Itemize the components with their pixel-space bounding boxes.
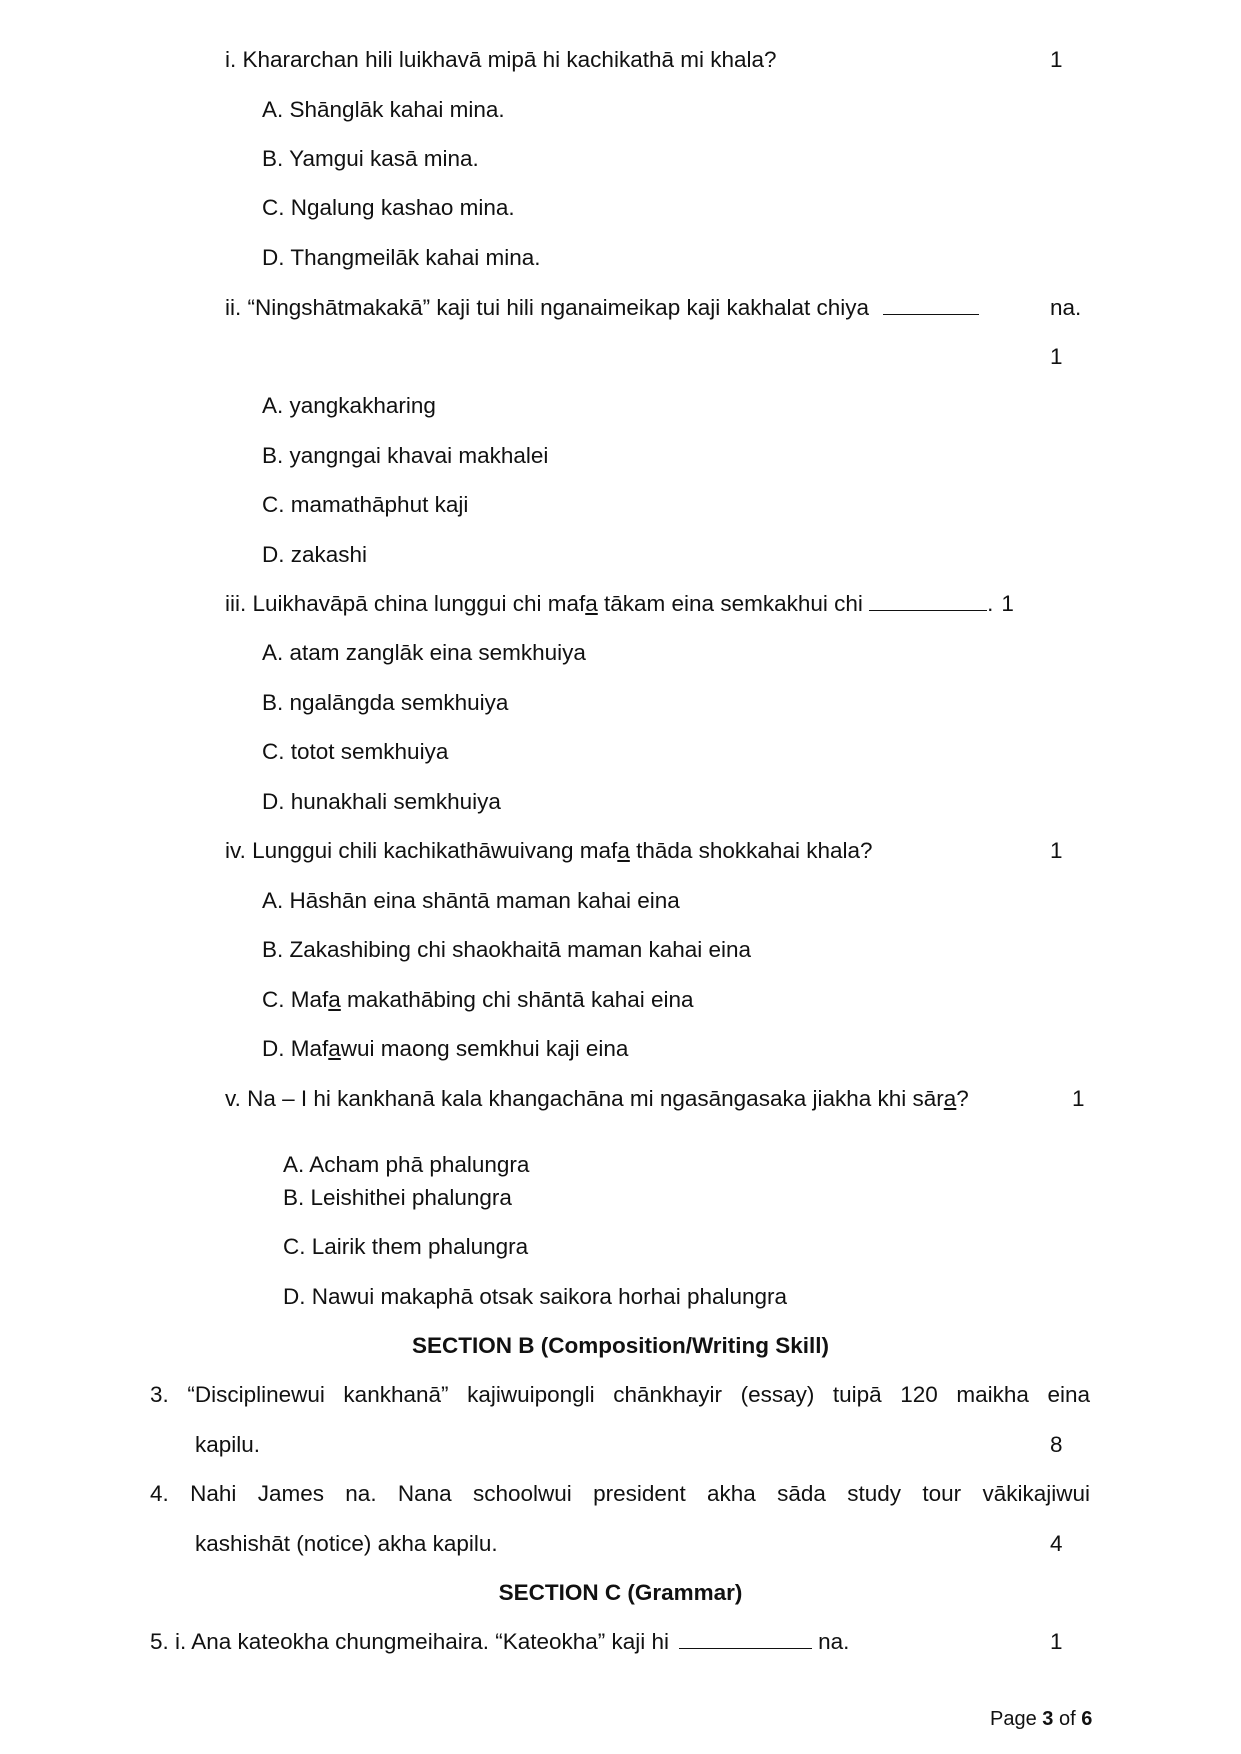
total-pages: 6 [1081, 1708, 1093, 1730]
question-ii-text: ii. “Ningshātmakakā” kaji tui hili nganaimeikap kaji kakhalat chiya [225, 295, 870, 320]
page-of-label: of [1053, 1708, 1082, 1730]
q-i-option-b: B. Yamgui kasā mina. [262, 146, 479, 171]
question-v-text-end: ? [956, 1086, 969, 1111]
answer-blank [883, 296, 979, 315]
q-iii-option-d: D. hunakhali semkhuiya [262, 789, 501, 814]
option-c-text-end: makathābing chi shāntā kahai eina [340, 987, 694, 1012]
q-v-option-b: B. Leishithei phalungra [283, 1185, 512, 1210]
q-ii-option-a: A. yangkakharing [262, 393, 436, 418]
question-5-suffix: na. [818, 1629, 850, 1654]
question-i: i. Khararchan hili luikhavā mipā hi kachikathā mi khala? [225, 47, 777, 72]
question-iv-text: iv. Lunggui chili kachikathāwuivang maf [225, 838, 618, 863]
option-c-text: C. Maf [262, 987, 329, 1012]
page-number [990, 1705, 1092, 1733]
question-i-mark: 1 [1050, 47, 1063, 72]
question-ii-suffix: na. [1050, 295, 1082, 320]
question-v [225, 1084, 969, 1114]
question-iii-text: iii. Luikhavāpā china lunggui chi maf [225, 591, 586, 616]
question-iv [225, 836, 873, 866]
option-d-text: D. Maf [262, 1036, 329, 1061]
question-iii-mark: 1 [1001, 591, 1014, 616]
q-i-option-d: D. Thangmeilāk kahai mina. [262, 245, 541, 270]
q-iii-option-a: A. atam zanglāk eina semkhuiya [262, 640, 586, 665]
underlined-letter: a [585, 591, 598, 616]
q-i-option-c: C. Ngalung kashao mina. [262, 195, 515, 220]
question-v-text: v. Na – I hi kankhanā kala khangachāna mi ngasāngasaka jiakha khi sār [225, 1086, 944, 1111]
question-iv-text-end: thāda shokkahai khala? [629, 838, 873, 863]
question-3-line-1: 3. “Disciplinewui kankhanā” kajiwuipongli chānkhayir (essay) tuipā 120 maikha eina [150, 1382, 1090, 1407]
question-iv-mark: 1 [1050, 838, 1063, 863]
q-iv-option-b: B. Zakashibing chi shaokhaitā maman kahai eina [262, 937, 752, 962]
q-ii-option-c: C. mamathāphut kaji [262, 492, 469, 517]
underlined-letter: a [943, 1086, 957, 1111]
question-ii [225, 293, 979, 323]
question-5-text: 5. i. Ana kateokha chungmeihaira. “Kateokha” kaji hi [150, 1629, 670, 1654]
q-iii-option-c: C. totot semkhuiya [262, 739, 449, 764]
question-iii-suffix: . [987, 591, 994, 616]
q-v-option-a: A. Acham phā phalungra [283, 1152, 530, 1177]
q-ii-option-b: B. yangngai khavai makhalei [262, 443, 549, 468]
underlined-letter: a [328, 1036, 341, 1061]
question-iii-text-mid: tākam eina semkakhui chi [597, 591, 870, 616]
question-4-line-1: 4. Nahi James na. Nana schoolwui president akha sāda study tour vākikajiwui [150, 1481, 1090, 1506]
question-v-mark: 1 [1072, 1086, 1085, 1111]
underlined-letter: a [328, 987, 341, 1012]
q-iv-option-c [262, 985, 694, 1015]
page-label: Page [990, 1708, 1043, 1730]
underlined-letter: a [617, 838, 630, 863]
option-d-text-end: wui maong semkhui kaji eina [340, 1036, 629, 1061]
q-iv-option-a: A. Hāshān eina shāntā maman kahai eina [262, 888, 680, 913]
question-iii [225, 589, 1014, 619]
question-3-line-2: kapilu. [195, 1432, 261, 1457]
question-4-line-2: kashishāt (notice) akha kapilu. [195, 1531, 498, 1556]
q-ii-option-d: D. zakashi [262, 542, 368, 567]
q-iv-option-d [262, 1034, 628, 1064]
question-3-mark: 8 [1050, 1432, 1063, 1457]
answer-blank [869, 592, 987, 611]
q-i-option-a: A. Shānglāk kahai mina. [262, 97, 505, 122]
q-v-option-d: D. Nawui makaphā otsak saikora horhai phalungra [283, 1284, 788, 1309]
current-page: 3 [1042, 1708, 1054, 1730]
q-v-option-c: C. Lairik them phalungra [283, 1234, 529, 1259]
answer-blank [679, 1630, 812, 1649]
q-iii-option-b: B. ngalāngda semkhuiya [262, 690, 509, 715]
question-4-mark: 4 [1050, 1531, 1063, 1556]
section-c-heading: SECTION C (Grammar) [498, 1580, 743, 1605]
section-b-heading: SECTION B (Composition/Writing Skill) [411, 1333, 830, 1358]
question-ii-mark: 1 [1050, 344, 1063, 369]
question-5 [150, 1627, 849, 1657]
question-5-mark: 1 [1050, 1629, 1063, 1654]
